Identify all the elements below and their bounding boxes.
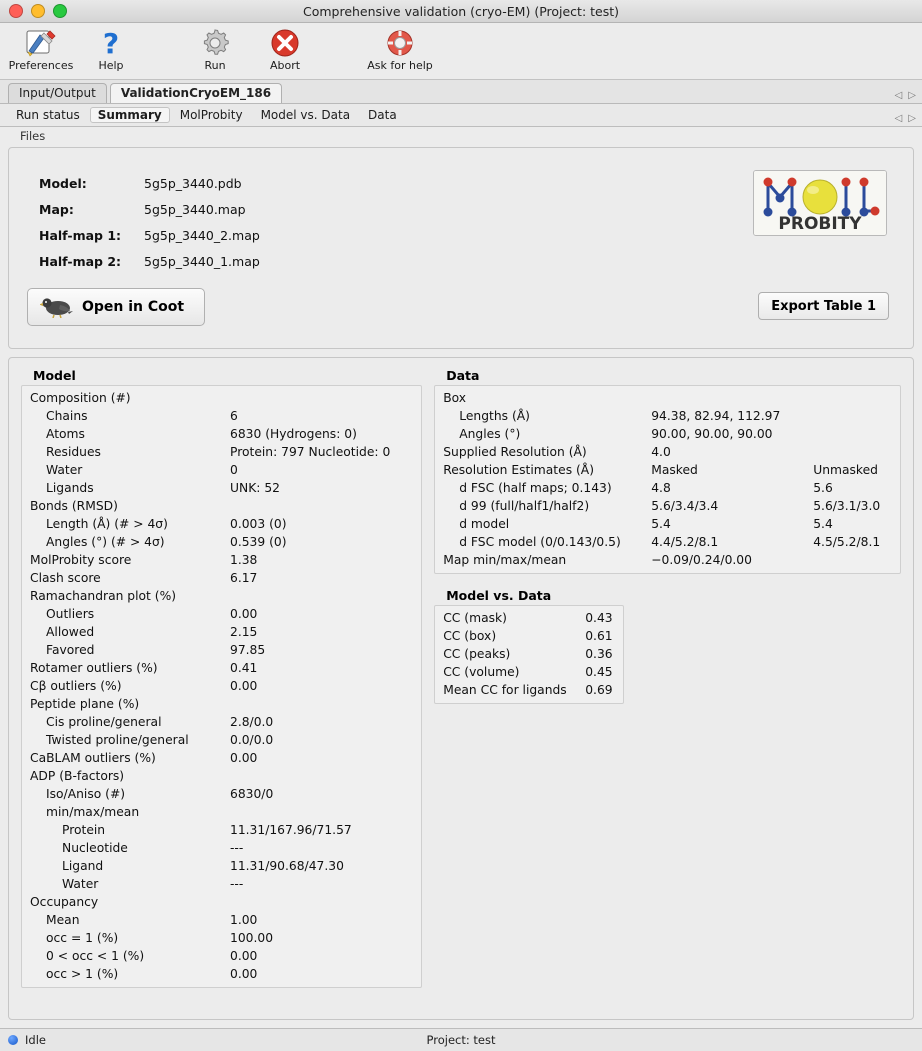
- model-stat-row: [22, 947, 421, 965]
- model-stat-row: [22, 965, 421, 983]
- model-stat-label: Twisted proline/general: [46, 733, 189, 747]
- files-value-model: 5g5p_3440.pdb: [144, 175, 242, 191]
- model-stat-label: Water: [62, 877, 99, 891]
- run-gear-icon: [180, 26, 250, 60]
- data-stat-label: Angles (°): [459, 427, 521, 441]
- model-stat-row: [22, 875, 421, 893]
- model-stat-value: 100.00: [230, 931, 274, 945]
- subtab-data[interactable]: Data: [368, 108, 397, 122]
- data-stat-value-unmasked: 4.5/5.2/8.1: [813, 535, 881, 549]
- model-stat-value: 0.00: [230, 967, 258, 981]
- data-stat-row: [435, 497, 900, 515]
- preferences-button[interactable]: [6, 23, 76, 72]
- model-vs-data-table: [434, 605, 624, 704]
- preferences-label: Preferences: [8, 59, 74, 72]
- data-stat-value-masked: 4.0: [651, 445, 671, 459]
- data-stat-value-masked: 5.6/3.4/3.4: [651, 499, 719, 513]
- molprobity-logo: [753, 170, 887, 236]
- title-bar: [0, 0, 922, 23]
- model-stat-label: Rotamer outliers (%): [30, 661, 158, 675]
- model-stat-label: Outliers: [46, 607, 95, 621]
- model-stat-row: [22, 569, 421, 587]
- model-stat-label: ADP (B-factors): [30, 769, 125, 783]
- open-in-coot-label: Open in Coot: [82, 299, 185, 315]
- model-vs-data-value: 0.43: [585, 611, 613, 625]
- model-vs-data-label: CC (peaks): [443, 647, 511, 661]
- model-stat-label: Cis proline/general: [46, 715, 162, 729]
- model-stat-value: 6830/0: [230, 787, 274, 801]
- files-label-model: Model:: [39, 175, 87, 191]
- model-vs-data-value: 0.61: [585, 629, 613, 643]
- model-vs-data-label: CC (volume): [443, 665, 520, 679]
- help-icon: [76, 26, 146, 60]
- window-tab-bar: [0, 80, 922, 104]
- model-stat-label: Cβ outliers (%): [30, 679, 122, 693]
- model-stat-row: [22, 587, 421, 605]
- run-button[interactable]: [180, 23, 250, 72]
- model-stat-row: [22, 857, 421, 875]
- model-stat-row: [22, 731, 421, 749]
- model-vs-data-row: [435, 663, 623, 681]
- model-stat-value: 2.8/0.0: [230, 715, 274, 729]
- model-stat-label: Occupancy: [30, 895, 99, 909]
- files-label-halfmap1: Half-map 1:: [39, 227, 122, 243]
- data-stat-row: [435, 533, 900, 551]
- subtab-scroll-right-icon[interactable]: ▷: [908, 113, 916, 124]
- data-stat-label: Supplied Resolution (Å): [443, 445, 587, 459]
- model-stat-value: 6.17: [230, 571, 258, 585]
- model-stat-value: 0.41: [230, 661, 258, 675]
- data-stat-value-masked: 94.38, 82.94, 112.97: [651, 409, 781, 423]
- model-stat-label: Chains: [46, 409, 88, 423]
- data-stat-value-masked: Masked: [651, 463, 698, 477]
- data-section-title: Data: [446, 368, 480, 383]
- model-stat-label: Clash score: [30, 571, 101, 585]
- data-stat-label: Resolution Estimates (Å): [443, 463, 595, 477]
- data-stat-label: Map min/max/mean: [443, 553, 567, 567]
- help-label: Help: [98, 59, 124, 72]
- model-stat-value: Protein: 797 Nucleotide: 0: [230, 445, 391, 459]
- files-value-map: 5g5p_3440.map: [144, 201, 246, 217]
- model-stat-row: [22, 497, 421, 515]
- model-stat-row: [22, 425, 421, 443]
- data-stat-value-unmasked: 5.6: [813, 481, 833, 495]
- model-stat-row: [22, 551, 421, 569]
- window-tab-scroll-arrows[interactable]: [895, 90, 916, 101]
- model-vs-data-row: [435, 609, 623, 627]
- data-stat-label: d model: [459, 517, 510, 531]
- preferences-icon: [6, 26, 76, 60]
- model-vs-data-label: CC (box): [443, 629, 497, 643]
- files-panel: [8, 147, 914, 349]
- model-stat-label: Peptide plane (%): [30, 697, 140, 711]
- model-vs-data-row: [435, 627, 623, 645]
- data-stat-value-unmasked: 5.6/3.1/3.0: [813, 499, 881, 513]
- model-stat-label: min/max/mean: [46, 805, 140, 819]
- data-stat-row: [435, 551, 900, 569]
- model-stat-label: Atoms: [46, 427, 85, 441]
- files-row-halfmap2: [39, 248, 913, 274]
- model-stat-label: Water: [46, 463, 83, 477]
- files-value-halfmap2: 5g5p_3440_1.map: [144, 253, 260, 269]
- subtab-run-status[interactable]: Run status: [16, 108, 80, 122]
- model-vs-data-row: [435, 645, 623, 663]
- data-stat-value-unmasked: 5.4: [813, 517, 833, 531]
- data-stat-value-unmasked: Unmasked: [813, 463, 878, 477]
- model-stat-row: [22, 839, 421, 857]
- lifesaver-icon: [354, 26, 446, 60]
- data-table: [434, 385, 901, 574]
- model-stat-label: Iso/Aniso (#): [46, 787, 126, 801]
- model-stat-row: [22, 749, 421, 767]
- model-stat-label: Residues: [46, 445, 101, 459]
- model-stat-value: 0.00: [230, 751, 258, 765]
- sub-tab-bar: [0, 104, 922, 127]
- coot-bird-icon: [40, 294, 74, 321]
- model-vs-data-value: 0.36: [585, 647, 613, 661]
- subtab-summary[interactable]: Summary: [90, 107, 170, 123]
- ask-for-help-button[interactable]: [354, 23, 446, 72]
- model-stat-label: 0 < occ < 1 (%): [46, 949, 145, 963]
- molprobity-logo-text: PROBITY: [778, 214, 862, 234]
- tab-scroll-left-icon[interactable]: ◁: [894, 90, 903, 101]
- model-stat-row: [22, 767, 421, 785]
- model-stat-value: 0.00: [230, 679, 258, 693]
- status-project: Project: test: [426, 1033, 496, 1047]
- window-title: Comprehensive validation (cryo-EM) (Project: test): [302, 3, 620, 19]
- model-vs-data-value: 0.45: [585, 665, 613, 679]
- data-stat-row: [435, 407, 900, 425]
- model-stat-value: 2.15: [230, 625, 258, 639]
- data-stat-value-masked: −0.09/0.24/0.00: [651, 553, 752, 567]
- model-stat-value: 0.00: [230, 949, 258, 963]
- model-stat-label: Ligands: [46, 481, 94, 495]
- model-stat-label: Length (Å) (# > 4σ): [46, 517, 168, 531]
- model-stat-row: [22, 515, 421, 533]
- data-stat-row: [435, 443, 900, 461]
- model-vs-data-label: Mean CC for ligands: [443, 683, 567, 697]
- model-stat-row: [22, 713, 421, 731]
- subtab-scroll-left-icon[interactable]: ◁: [894, 113, 903, 124]
- model-stat-row: [22, 443, 421, 461]
- model-stat-row: [22, 929, 421, 947]
- model-stat-row: [22, 695, 421, 713]
- model-stat-label: CaBLAM outliers (%): [30, 751, 156, 765]
- files-label-map: Map:: [39, 201, 74, 217]
- model-stat-label: MolProbity score: [30, 553, 132, 567]
- data-stat-label: d 99 (full/half1/half2): [459, 499, 590, 513]
- tab-scroll-right-icon[interactable]: ▷: [908, 90, 916, 101]
- model-stat-row: [22, 461, 421, 479]
- model-stat-row: [22, 533, 421, 551]
- data-stat-label: Box: [443, 391, 467, 405]
- tab-input-output[interactable]: Input/Output: [8, 83, 107, 103]
- model-stat-value: 0: [230, 463, 238, 477]
- status-bar: [0, 1028, 922, 1051]
- model-vs-data-row: [435, 681, 623, 699]
- model-stat-value: ---: [230, 877, 244, 891]
- model-stat-value: ---: [230, 841, 244, 855]
- ask-for-help-label: Ask for help: [367, 59, 433, 72]
- model-stat-value: 6: [230, 409, 238, 423]
- data-stat-row: [435, 479, 900, 497]
- model-stat-value: 0.539 (0): [230, 535, 287, 549]
- abort-label: Abort: [269, 59, 301, 72]
- subtab-molprobity[interactable]: MolProbity: [179, 108, 243, 122]
- svg-text:?: ?: [102, 27, 120, 59]
- model-stat-row: [22, 389, 421, 407]
- data-stat-label: d FSC model (0/0.143/0.5): [459, 535, 621, 549]
- model-stat-row: [22, 677, 421, 695]
- model-stat-row: [22, 407, 421, 425]
- model-stat-row: [22, 623, 421, 641]
- model-stat-row: [22, 785, 421, 803]
- data-stat-label: Lengths (Å): [459, 409, 530, 423]
- model-stat-label: Protein: [62, 823, 106, 837]
- export-table-label: Export Table 1: [771, 298, 876, 314]
- files-label-halfmap2: Half-map 2:: [39, 253, 122, 269]
- model-stat-label: Composition (#): [30, 391, 131, 405]
- data-stat-label: d FSC (half maps; 0.143): [459, 481, 612, 495]
- data-stat-value-masked: 90.00, 90.00, 90.00: [651, 427, 773, 441]
- subtab-model-vs-data[interactable]: Model vs. Data: [260, 108, 351, 122]
- data-stat-row: [435, 425, 900, 443]
- model-stat-label: Allowed: [46, 625, 95, 639]
- model-stat-row: [22, 659, 421, 677]
- run-label: Run: [204, 59, 226, 72]
- files-value-halfmap1: 5g5p_3440_2.map: [144, 227, 260, 243]
- toolbar: [0, 23, 922, 80]
- model-stat-value: 11.31/90.68/47.30: [230, 859, 344, 873]
- model-stat-value: 0.00: [230, 607, 258, 621]
- model-stat-label: Ramachandran plot (%): [30, 589, 177, 603]
- model-stat-row: [22, 821, 421, 839]
- model-stat-label: Favored: [46, 643, 95, 657]
- open-in-coot-button[interactable]: [27, 288, 205, 326]
- model-vs-data-section-title: Model vs. Data: [446, 588, 552, 603]
- help-button[interactable]: [76, 23, 146, 72]
- data-stat-row: [435, 461, 900, 479]
- model-stat-label: Mean: [46, 913, 80, 927]
- model-stat-value: 1.38: [230, 553, 258, 567]
- model-stat-row: [22, 605, 421, 623]
- model-stat-value: 6830 (Hydrogens: 0): [230, 427, 357, 441]
- model-stat-row: [22, 803, 421, 821]
- abort-button[interactable]: [250, 23, 320, 72]
- status-text: Idle: [25, 1033, 46, 1047]
- data-stat-row: [435, 515, 900, 533]
- model-stat-label: Bonds (RMSD): [30, 499, 118, 513]
- model-stat-value: 97.85: [230, 643, 266, 657]
- data-stat-value-masked: 4.8: [651, 481, 671, 495]
- model-stat-label: occ > 1 (%): [46, 967, 119, 981]
- data-stat-row: [435, 389, 900, 407]
- right-column: [434, 368, 901, 1009]
- model-stat-value: 1.00: [230, 913, 258, 927]
- model-table: [21, 385, 422, 988]
- model-stat-label: Angles (°) (# > 4σ): [46, 535, 165, 549]
- export-table-button[interactable]: [758, 292, 889, 320]
- tab-validation-cryoem[interactable]: ValidationCryoEM_186: [110, 83, 282, 103]
- model-stat-label: Ligand: [62, 859, 104, 873]
- abort-icon: [250, 26, 320, 60]
- model-stat-row: [22, 911, 421, 929]
- model-stat-value: UNK: 52: [230, 481, 280, 495]
- model-section-title: Model: [33, 368, 76, 383]
- model-stat-row: [22, 641, 421, 659]
- model-vs-data-value: 0.69: [585, 683, 613, 697]
- summary-stats-panel: [8, 357, 914, 1020]
- model-stat-value: 0.003 (0): [230, 517, 287, 531]
- model-stat-label: Nucleotide: [62, 841, 128, 855]
- data-stat-value-masked: 4.4/5.2/8.1: [651, 535, 719, 549]
- model-stat-row: [22, 893, 421, 911]
- files-heading: Files: [20, 129, 46, 143]
- sub-tab-scroll-arrows[interactable]: [895, 113, 916, 124]
- model-stat-label: occ = 1 (%): [46, 931, 119, 945]
- model-section: [21, 368, 422, 1009]
- model-vs-data-label: CC (mask): [443, 611, 507, 625]
- model-stat-value: 11.31/167.96/71.57: [230, 823, 352, 837]
- data-stat-value-masked: 5.4: [651, 517, 671, 531]
- model-stat-value: 0.0/0.0: [230, 733, 274, 747]
- model-stat-row: [22, 479, 421, 497]
